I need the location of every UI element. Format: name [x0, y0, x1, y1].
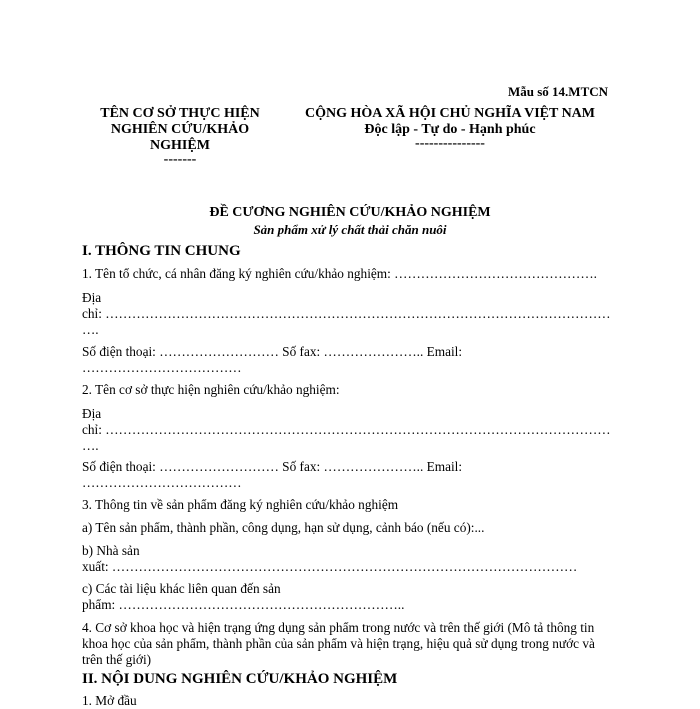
item3b-label: b) Nhà sản	[82, 543, 140, 558]
item2-address-cont: ….	[82, 438, 99, 453]
item1-address-dots: chỉ: ……………………………………………………………………………………………………	[82, 306, 611, 321]
item1-address-cont: ….	[82, 322, 99, 337]
item3c-documents-dots: phẩm: ………………………………………………………..	[82, 597, 405, 612]
country-motto: Độc lập - Tự do - Hạnh phúc	[364, 122, 536, 137]
item4-line3: trên thế giới)	[82, 652, 152, 667]
item3-product-info: 3. Thông tin về sản phẩm đăng ký nghiên cứu/khảo nghiệm	[82, 497, 399, 512]
item1-address-label: Địa	[82, 290, 102, 305]
item2-address-dots: chỉ: ……………………………………………………………………………………………………	[82, 422, 611, 437]
org-name-dashes: -------	[163, 152, 197, 167]
item1-org-name: 1. Tên tổ chức, cá nhân đăng ký nghiên cứu/khảo nghiệm: ……………………………………….	[82, 266, 597, 281]
item2-facility-name: 2. Tên cơ sở thực hiện nghiên cứu/khảo nghiệm:	[82, 382, 340, 397]
item4-line1: 4. Cơ sở khoa học và hiện trạng ứng dụng sản phẩm trong nước và trên thế giới (Mô tả thông tin	[82, 620, 595, 635]
country-dashes: ---------------	[415, 136, 485, 151]
item3b-manufacturer-dots: xuất: ……………………………………………………………………………………………	[82, 559, 578, 574]
country-name: CỘNG HÒA XÃ HỘI CHỦ NGHĨA VIỆT NAM	[304, 106, 595, 121]
section1-heading: I. THÔNG TIN CHUNG	[82, 243, 241, 259]
document-title: ĐỀ CƯƠNG NGHIÊN CỨU/KHẢO NGHIỆM	[209, 205, 491, 220]
item2-phone-fax-email: Số điện thoại: ……………………… Số fax: ………………….. Email:	[82, 459, 463, 474]
item2-email-cont: ………………………………	[82, 475, 242, 490]
section2-item1: 1. Mở đầu	[82, 693, 137, 708]
section2-heading: II. NỘI DUNG NGHIÊN CỨU/KHẢO NGHIỆM	[82, 671, 398, 687]
item4-line2: khoa học của sản phẩm, thành phần của sản phẩm và hiện trạng, hiệu quả sử dụng trong nước và	[82, 636, 595, 651]
item1-email-cont: ………………………………	[82, 360, 242, 375]
form-code: Mẫu số 14.MTCN	[508, 84, 609, 99]
item2-address-label: Địa	[82, 406, 102, 421]
item3c-label: c) Các tài liệu khác liên quan đến sản	[82, 581, 281, 596]
org-name-line3: NGHIỆM	[150, 138, 210, 153]
org-name-line2: NGHIÊN CỨU/KHẢO	[110, 122, 250, 137]
document-subtitle: Sản phẩm xử lý chất thải chăn nuôi	[253, 222, 447, 237]
item1-phone-fax-email: Số điện thoại: ……………………… Số fax: ………………….. Email:	[82, 344, 463, 359]
org-name-line1: TÊN CƠ SỞ THỰC HIỆN	[100, 106, 260, 121]
item3a-product-name: a) Tên sản phẩm, thành phần, công dụng, hạn sử dụng, cảnh báo (nếu có):...	[82, 520, 485, 535]
